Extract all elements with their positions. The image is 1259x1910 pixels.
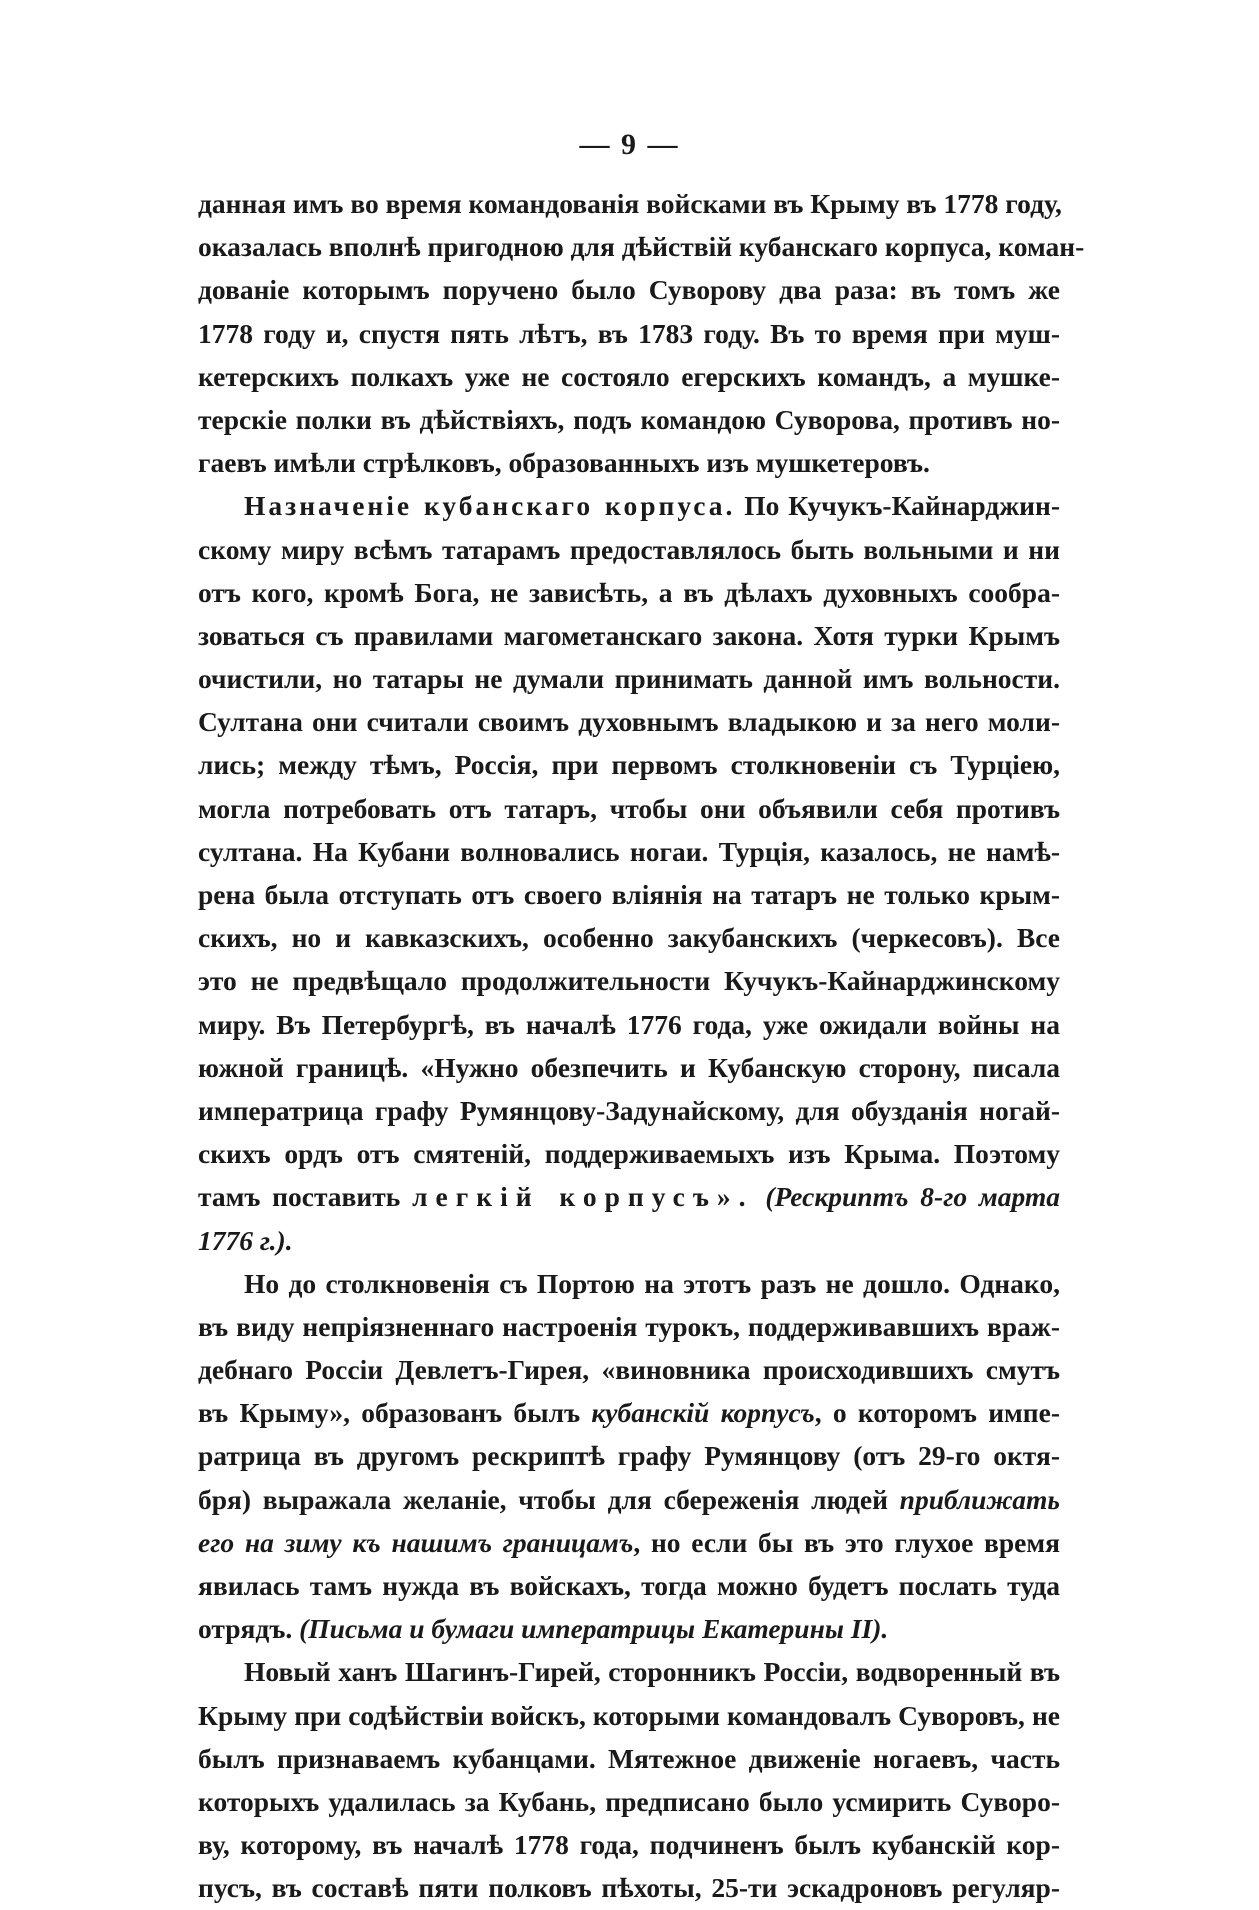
text-line: 1778 году и, спустя пять лѣтъ, въ 1783 году. Въ то время при муш- (198, 317, 1060, 349)
text-line: гаевъ имѣли стрѣлковъ, образованныхъ изъ мушкетеровъ. (198, 447, 930, 479)
text-line: дебнаго Россіи Девлетъ-Гирея, «виновника происходившихъ смутъ (198, 1354, 1060, 1386)
text-line: Крыму при содѣйствіи войскъ, которыми командовалъ Суворовъ, не (198, 1699, 1060, 1731)
text-line: которыхъ удалилась за Кубань, предписано было усмирить Суворо- (198, 1785, 1060, 1817)
text-span: отрядъ. (198, 1613, 300, 1645)
text-line: могла потребовать отъ татаръ, чтобы они объявили себя противъ (198, 792, 1060, 824)
text-line: кетерскихъ полкахъ уже не состояло егерскихъ командъ, а мушке- (198, 360, 1060, 392)
text-line: зоваться съ правилами магометанскаго закона. Хотя турки Крымъ (198, 619, 1060, 651)
text-line (198, 484, 1060, 527)
text-line: Султана они считали своимъ духовнымъ владыкою и за него моли- (198, 706, 1060, 738)
paragraph-2 (198, 484, 1060, 1261)
text-line: въ виду непріязненнаго настроенія турокъ, поддерживавшихъ враж- (198, 1310, 1060, 1342)
spaced-quote: легкій корпусъ». (412, 1181, 754, 1213)
text-line (198, 1175, 1060, 1218)
text-line: ву, которому, въ началѣ 1778 года, подчиненъ былъ кубанскій кор- (198, 1829, 1060, 1861)
paragraph-1 (198, 182, 1085, 484)
citation: (Письма и бумаги императрицы Екатерины II). (299, 1613, 889, 1645)
paragraph-4 (198, 1650, 1060, 1909)
text-span: тамъ поставить (198, 1181, 413, 1213)
page-number: — 9 — (579, 128, 680, 161)
text-line: терскіе полки въ дѣйствіяхъ, подъ командою Суворова, противъ но- (198, 403, 1060, 435)
italic-phrase: его на зиму къ нашимъ границамъ (198, 1526, 634, 1558)
section-heading: Назначеніе кубанскаго корпуса. (244, 490, 736, 522)
text-line: данная имъ во время командованія войсками въ Крыму въ 1778 году, (198, 188, 1062, 219)
text-line: султана. На Кубани волновались ногаи. Турція, казалось, не намѣ- (198, 835, 1060, 867)
text-line: пусъ, въ составѣ пяти полковъ пѣхоты, 25-ти эскадроновъ регуляр- (198, 1872, 1060, 1904)
text-line: оказалась вполнѣ пригодною для дѣйствій кубанскаго корпуса, коман- (198, 231, 1085, 263)
text-span: , о которомъ импе- (814, 1397, 1061, 1429)
text-span: По Кучукъ-Кайнарджин- (735, 490, 1060, 522)
text-line: очистили, но татары не думали принимать данной имъ вольности. (198, 663, 1060, 695)
text-line: южной границѣ. «Нужно обезпечить и Кубанскую сторону, писала (198, 1051, 1060, 1083)
text-line: явилась тамъ нужда въ войскахъ, тогда можно будетъ послать туда (198, 1570, 1060, 1601)
text-line: Новый ханъ Шагинъ-Гирей, сторонникъ Россіи, водворенный въ (244, 1656, 1060, 1688)
text-line: ратрица въ другомъ рескриптѣ графу Румянцову (отъ 29-го октя- (198, 1440, 1060, 1472)
text-line (198, 1521, 1060, 1564)
text-line: императрица графу Румянцову-Задунайскому, для обузданія ногай- (198, 1094, 1060, 1126)
text-line: это не предвѣщало продолжительности Кучукъ-Кайнарджинскому (198, 965, 1060, 997)
text-span: бря) выражала желаніе, чтобы для сбереженія людей (198, 1483, 900, 1515)
text-line (198, 1478, 1060, 1521)
paragraph-3 (198, 1262, 1060, 1651)
body-text (198, 182, 1085, 1910)
text-span: , но если бы въ это глухое время (633, 1526, 1060, 1558)
text-line: Но до столкновенія съ Портою на этотъ разъ не дошло. Однако, (244, 1267, 1060, 1299)
text-line: скихъ ордъ отъ смятеній, поддерживаемыхъ изъ Крыма. Поэтому (198, 1138, 1060, 1170)
text-span: въ Крыму», образованъ былъ (198, 1397, 592, 1429)
text-line: скому миру всѣмъ татарамъ предоставлялось быть вольными и ни (198, 533, 1060, 565)
text-line (198, 1607, 1060, 1650)
italic-phrase: приближать (899, 1483, 1060, 1515)
text-line: миру. Въ Петербургѣ, въ началѣ 1776 года, уже ожидали войны на (198, 1008, 1060, 1040)
text-line: лись; между тѣмъ, Россія, при первомъ столкновеніи съ Турціею, (198, 749, 1060, 781)
text-line (198, 1391, 1060, 1434)
text-line: рена была отступать отъ своего вліянія на татаръ не только крым- (198, 879, 1060, 910)
citation: (Рескриптъ 8-го марта (753, 1181, 1061, 1213)
italic-term: кубанскій корпусъ (591, 1397, 815, 1429)
text-line: дованіе которымъ поручено было Суворову два раза: въ томъ же (198, 274, 1060, 306)
text-line: былъ признаваемъ кубанцами. Мятежное движеніе ногаевъ, часть (198, 1742, 1060, 1774)
text-line: отъ кого, кромѣ Бога, не зависѣть, а въ дѣлахъ духовныхъ сообра- (198, 576, 1060, 608)
text-line: скихъ, но и кавказскихъ, особенно закубанскихъ (черкесовъ). Все (198, 922, 1060, 954)
citation: 1776 г.). (198, 1224, 293, 1256)
